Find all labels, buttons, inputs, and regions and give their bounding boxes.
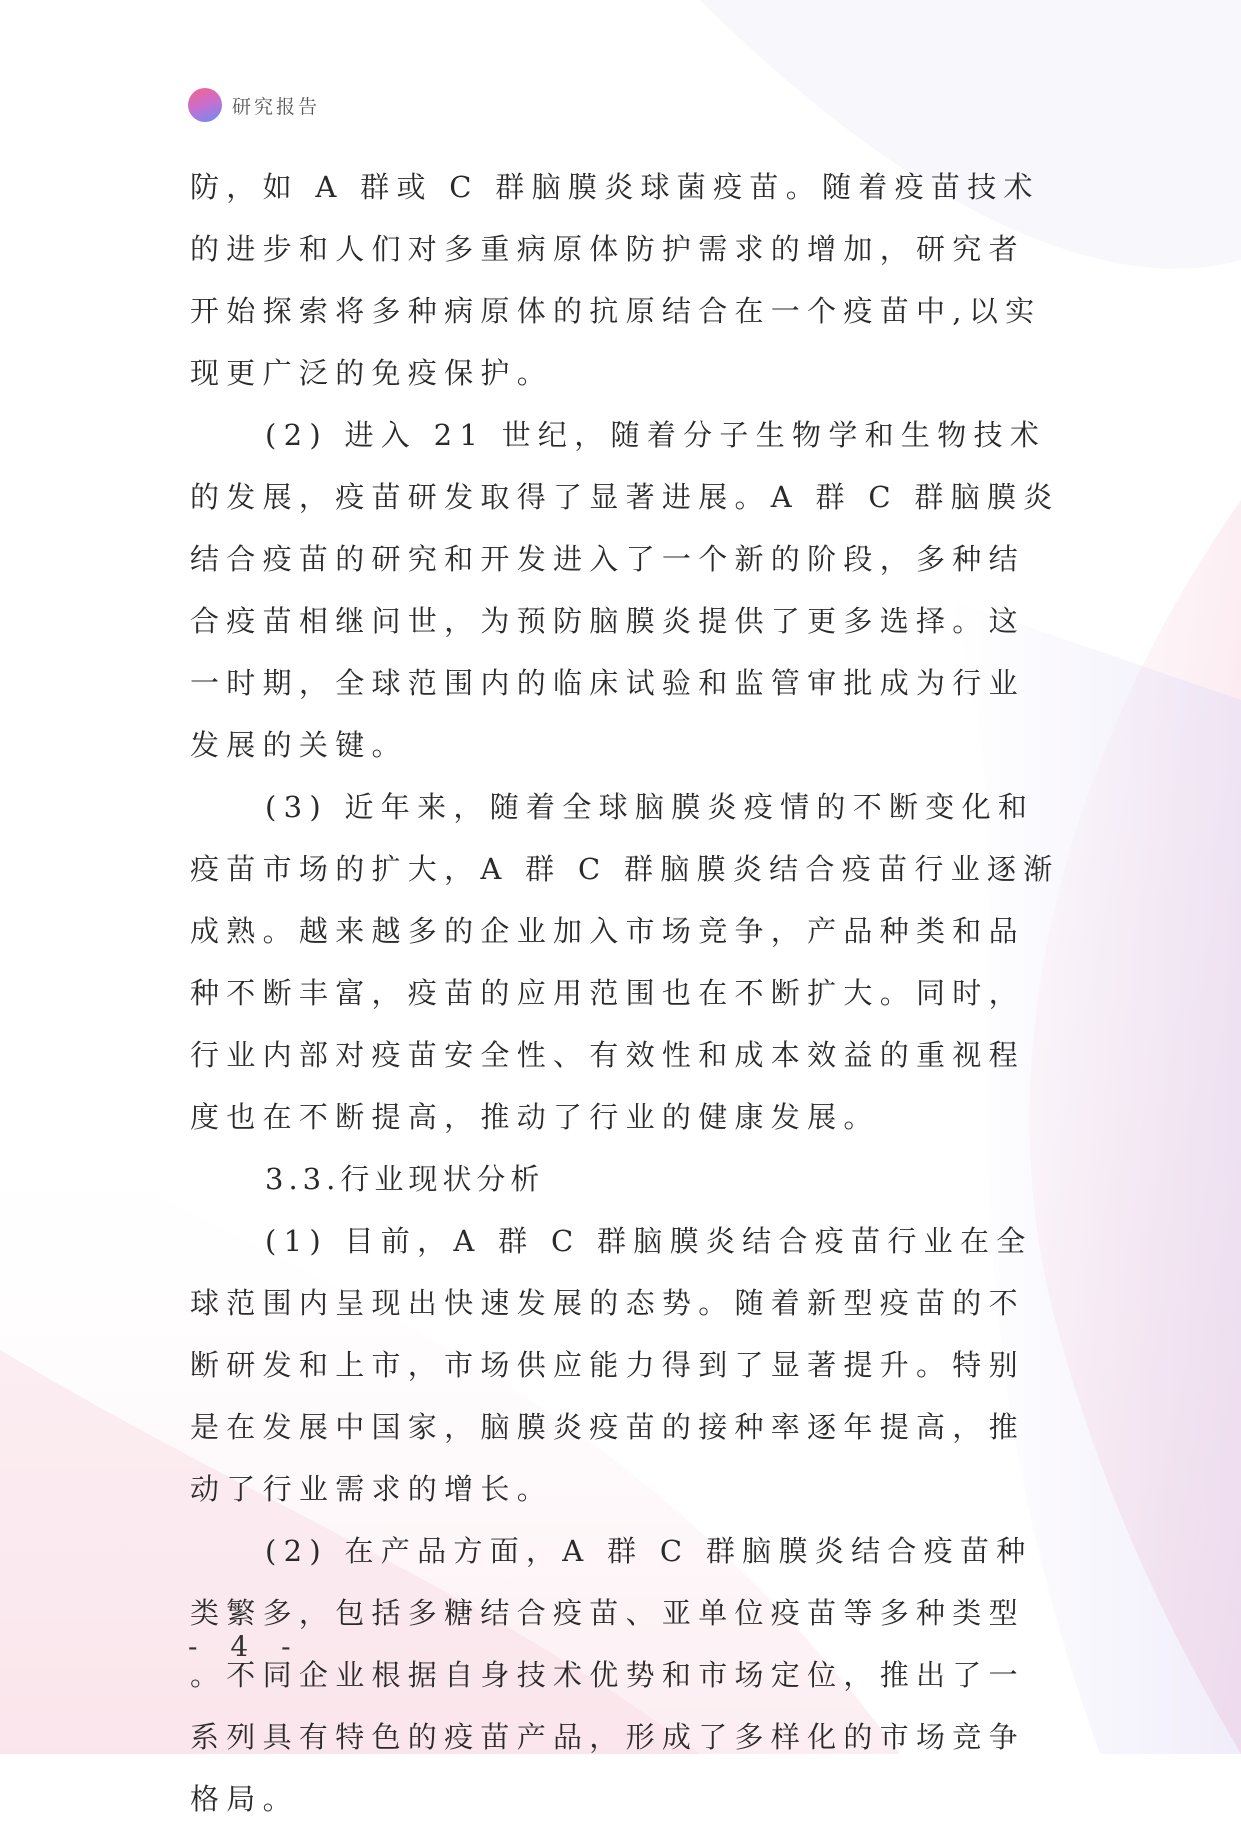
paragraph: (2) 在产品方面，A 群 C 群脑膜炎结合疫苗种类繁多，包括多糖结合疫苗、亚单位疫苗等多种类型。不同企业根据自身技术优势和市场定位，推出了一系列具有特色的疫苗产品，形成了多样化的市场竞争格局。 [190, 1534, 1033, 1816]
header-title: 研究报告 [232, 95, 321, 118]
page-header [188, 88, 320, 122]
page-number: - 4 - [188, 1630, 303, 1663]
paragraph: (3) 近年来，随着全球脑膜炎疫情的不断变化和疫苗市场的扩大，A 群 C 群脑膜炎结合疫苗行业逐渐成熟。越来越多的企业加入市场竞争，产品种类和品种不断丰富，疫苗的应用范围也在不断扩大。同时，行业内部对疫苗安全性、有效性和成本效益的重视程度也在不断提高，推动了行业的健康发展。 [190, 790, 1060, 1134]
paragraph: (2) 进入 21 世纪，随着分子生物学和生物技术的发展，疫苗研发取得了显著进展。A 群 C 群脑膜炎结合疫苗的研究和开发进入了一个新的阶段，多种结合疫苗相继问世，为预防脑膜炎提供了更多选择。这一时期，全球范围内的临床试验和监管审批成为行业发展的关键。 [190, 418, 1060, 762]
section-heading: 3.3.行业现状分析 [265, 1162, 545, 1196]
paragraph: (1) 目前，A 群 C 群脑膜炎结合疫苗行业在全球范围内呈现出快速发展的态势。随着新型疫苗的不断研发和上市，市场供应能力得到了显著提升。特别是在发展中国家，脑膜炎疫苗的接种率逐年提高，推动了行业需求的增长。 [190, 1224, 1033, 1506]
document-body [190, 156, 1060, 1830]
report-logo-icon [188, 88, 222, 122]
paragraph: 防，如 A 群或 C 群脑膜炎球菌疫苗。随着疫苗技术的进步和人们对多重病原体防护需求的增加，研究者开始探索将多种病原体的抗原结合在一个疫苗中,以实现更广泛的免疫保护。 [190, 170, 1042, 390]
